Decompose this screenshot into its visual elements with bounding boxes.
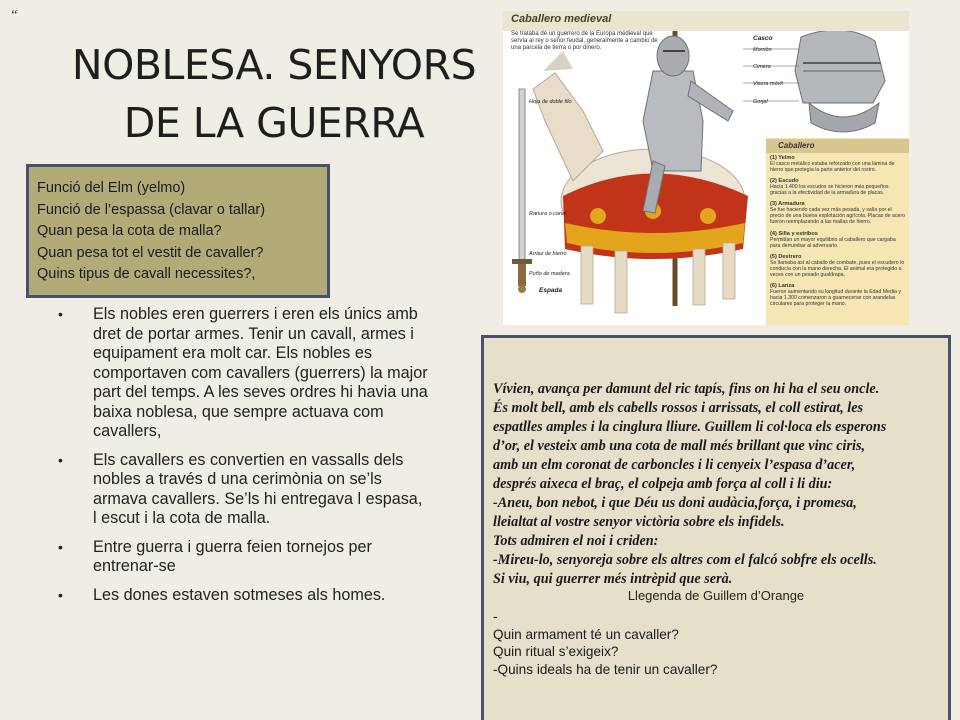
- page-title: [40, 36, 508, 152]
- final-question: -: [493, 609, 498, 624]
- poem-line: després aixeca el braç, el colpeja amb força al coll i li diu:: [493, 476, 833, 492]
- poem-line: És molt bell, amb els cabells rossos i arrissats, el coll estirat, les: [493, 400, 864, 416]
- panel-item: (2) Escudo Hacia 1.400 los escudos se hicieron más pequeños gracias a la efectividad de la armadura de placas.: [770, 178, 889, 196]
- casco-label: Casco: [753, 35, 773, 42]
- question-item: Quins tipus de cavall necessites?,: [37, 266, 256, 282]
- sword-label: Espada: [539, 287, 563, 294]
- sword-part-label: Arriaz de hierro: [529, 251, 567, 257]
- final-question: Quin armament té un cavaller?: [493, 626, 679, 642]
- panel-item: (5) Destrero Se llamaba así al caballo de combate, pues el escudero lo conducía con la mano derecha. El animal era protegido a veces con un pesado gualdrapa.: [770, 254, 905, 278]
- bullet-item: • Els nobles eren guerrers i eren els únics amb dret de portar armes. Tenir un cavall, armes i equipament era molt car. Els nobles es comportaven com cavallers (guerrers) la major part del temps. A les seves ordres hi havia una baixa noblesa, que sempre actuava com cavallers,: [58, 305, 428, 442]
- panel-item: (4) Silla y estribos Permitían un mayor equilibrio al caballero que cargaba para derrumbar al adversario.: [770, 231, 896, 249]
- poem-text: [493, 380, 943, 589]
- helmet-part-label: Visera móvil: [753, 81, 783, 87]
- illustration-intro: Se trataba de un guerrero de la Europa medieval que servía al rey o señor feudal, generalmente a cambio de una parcela de tierra o por dinero.: [511, 31, 658, 51]
- poem-line: d’or, el vesteix amb una cota de mall més brillant que vinc ciris,: [493, 438, 866, 454]
- question-item: Quan pesa la cota de malla?: [37, 223, 222, 239]
- poem-line: -Aneu, bon nebot, i que Déu us doni audàcia,força, i promesa,: [493, 495, 857, 511]
- helmet-part-label: Gorjal: [753, 99, 768, 105]
- bullet-item: • Els cavallers es convertien en vassalls dels nobles a través d una cerimònia on se’ls armava cavallers. Se’ls hi entregava l espasa, l escut i la cota de malla.: [58, 451, 428, 529]
- question-item: Quan pesa tot el vestit de cavaller?: [37, 244, 264, 261]
- poem-line: -Mireu-lo, senyoreja sobre els altres com el falcó sobfre els ocells.: [493, 552, 877, 568]
- panel-item: (1) Yelmo El casco metálico estaba reforzado con una lámina de hierro que protegía la parte anterior del rostro.: [770, 155, 895, 173]
- sword-part-label: Ranura o canal: [529, 211, 567, 217]
- final-question: -Quins ideals ha de tenir un cavaller?: [493, 661, 718, 677]
- poem-line: Si viu, qui guerrer més intrèpid que serà.: [493, 571, 733, 587]
- sword-part-label: Puño de madera: [529, 271, 570, 277]
- helmet-part-label: Morrión: [753, 47, 772, 53]
- sword-part-label: Hoja de doble filo: [529, 99, 572, 105]
- poem-line: espatlles amples i la cinglura lliure. Guillem li col·loca els esperons: [493, 419, 887, 435]
- final-question: Quin ritual s’exigeix?: [493, 644, 619, 659]
- bullet-list: [58, 305, 428, 614]
- legend-text-box: [481, 335, 951, 720]
- title-line-2: DE LA GUERRA: [123, 99, 425, 147]
- poem-line: lleialtat al vostre senyor victòria sobre els infidels.: [493, 514, 785, 530]
- poem-line: amb un elm coronat de carboncles i li cenyeix l’espasa d’acer,: [493, 457, 856, 473]
- poem-line: Tots admiren el noi i criden:: [493, 533, 659, 549]
- caballero-panel-title: Caballero: [778, 141, 815, 150]
- question-item: Funció de l’espassa (clavar o tallar): [37, 201, 266, 218]
- bullet-item: • Entre guerra i guerra feien tornejos per entrenar-se: [58, 538, 428, 577]
- panel-item: (3) Armadura Se fue haciendo cada vez más pesada, y salía por el precio de una buena explotación agrícola. Placas de acero fueron reemplazando a las mallas de hierro.: [770, 201, 905, 225]
- title-line-1: NOBLESA. SENYORS: [71, 41, 477, 89]
- bullet-item: • Les dones estaven sotmeses als homes.: [58, 586, 428, 606]
- final-question-list: [493, 608, 717, 678]
- quote-mark: “: [10, 8, 18, 23]
- helmet-part-label: Cimera: [753, 64, 771, 70]
- question-box: [26, 164, 330, 298]
- illustration-title: Caballero medieval: [511, 13, 612, 25]
- legend-title: Llegenda de Guillem d’Orange: [627, 588, 805, 603]
- question-item: Funció del Elm (yelmo): [37, 180, 186, 196]
- knight-illustration: [503, 11, 909, 325]
- panel-item: (6) Lanza Fueron aumentando su longitud durante la Edad Media y hacia 1.300 comenzaron a guarnecerse con arandelas circulares para proteger la mano.: [770, 283, 901, 307]
- poem-line: Vívien, avança per damunt del ric tapís, fins on hi ha el seu oncle.: [493, 381, 880, 397]
